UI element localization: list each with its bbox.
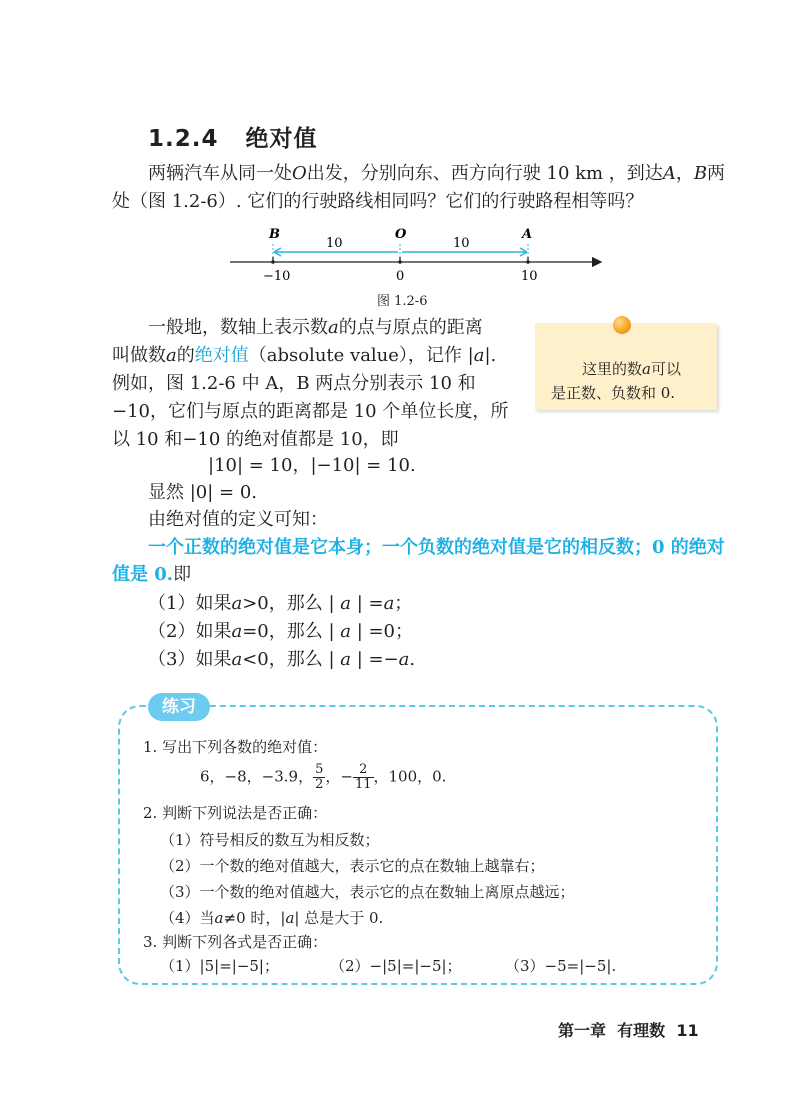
fraction-2-11: $\frac{2}{11}$: [354, 762, 372, 792]
segment-label-right: 10: [453, 236, 470, 251]
definition-line-1: 一般地，数轴上表示数a的点与原点的距离: [148, 317, 483, 338]
chapter-title: 有理数: [617, 1021, 666, 1040]
page-footer: [558, 1018, 699, 1041]
section-number: 1.2.4: [148, 126, 219, 152]
definition-line-5: 以 10 和−10 的绝对值都是 10，即: [112, 429, 399, 450]
note-line-2: 是正数、负数和 0.: [551, 384, 676, 402]
case-2: （2）如果a=0，那么 | a | =0；: [148, 621, 414, 642]
exercise-1-numbers: 6，−8，−3.9， $\frac{5}{2}$ ，− $\frac{2}{11}$ ，100，0.: [200, 762, 447, 792]
definition-line-2: 叫做数a的绝对值（absolute value），记作 |a|.: [112, 345, 497, 366]
segment-label-left: 10: [326, 236, 343, 251]
exercise-2: 2. 判断下列说法是否正确：: [143, 804, 328, 822]
exercise-3-item-2: （2）−|5|=|−5|；: [330, 957, 462, 975]
definition-line-4: −10，它们与原点的距离都是 10 个单位长度，所: [112, 401, 509, 422]
intro-line-1: 两辆汽车从同一处O出发，分别向东、西方向行驶 10 km ，到达A，B两: [148, 163, 726, 184]
intro-line-2: 处（图 1.2-6）. 它们的行驶路线相同吗？它们的行驶路程相等吗？: [112, 191, 644, 212]
fraction-5-2: $\frac{5}{2}$: [315, 762, 324, 792]
case-3: （3）如果a<0，那么 | a | =−a.: [148, 649, 416, 670]
chapter-label: 第一章: [558, 1021, 607, 1040]
exercise-2-item-2: （2）一个数的绝对值越大，表示它的点在数轴上越靠右；: [160, 857, 545, 875]
tick-label-0: 0: [396, 269, 405, 284]
page-number: 11: [676, 1021, 699, 1040]
exercise-2-item-1: （1）符号相反的数互为相反数；: [160, 831, 380, 849]
rule-line-1: 一个正数的绝对值是它本身；一个负数的绝对值是它的相反数；0 的绝对: [148, 537, 725, 558]
rule-line-2: 值是 0.即: [112, 564, 192, 585]
exercise-3-item-3: （3）−5=|−5|.: [505, 957, 617, 975]
exercise-2-item-4: （4）当a≠0 时，|a| 总是大于 0.: [160, 909, 384, 927]
exercise-3: 3. 判断下列各式是否正确：: [143, 933, 328, 951]
exercise-3-item-1: （1）|5|=|−5|；: [160, 957, 279, 975]
pushpin-icon: [613, 316, 631, 334]
point-label-b: B: [269, 227, 280, 242]
note-line-1: 这里的数a可以: [582, 360, 681, 378]
section-heading: [148, 120, 318, 153]
obvious-statement: 显然 |0| = 0.: [148, 482, 258, 503]
practice-tab: 练习: [148, 693, 210, 721]
section-title: 绝对值: [245, 126, 318, 152]
term-absolute-value: 绝对值: [194, 345, 249, 366]
figure-caption: 图 1.2-6: [377, 294, 428, 309]
point-label-o: O: [395, 227, 407, 242]
exercise-2-item-3: （3）一个数的绝对值越大，表示它的点在数轴上离原点越远；: [160, 883, 575, 901]
tick-label-10: 10: [521, 269, 538, 284]
tick-label-neg10: −10: [263, 269, 291, 284]
from-definition: 由绝对值的定义可知：: [148, 509, 328, 530]
point-label-a: A: [522, 227, 533, 242]
case-1: （1）如果a>0，那么 | a | =a；: [148, 593, 413, 614]
definition-equation: |10| = 10，|−10| = 10.: [208, 455, 416, 476]
exercise-1: 1. 写出下列各数的绝对值：: [143, 738, 328, 756]
number-line-figure: [225, 222, 615, 288]
definition-line-3: 例如，图 1.2-6 中 A，B 两点分别表示 10 和: [112, 373, 476, 394]
